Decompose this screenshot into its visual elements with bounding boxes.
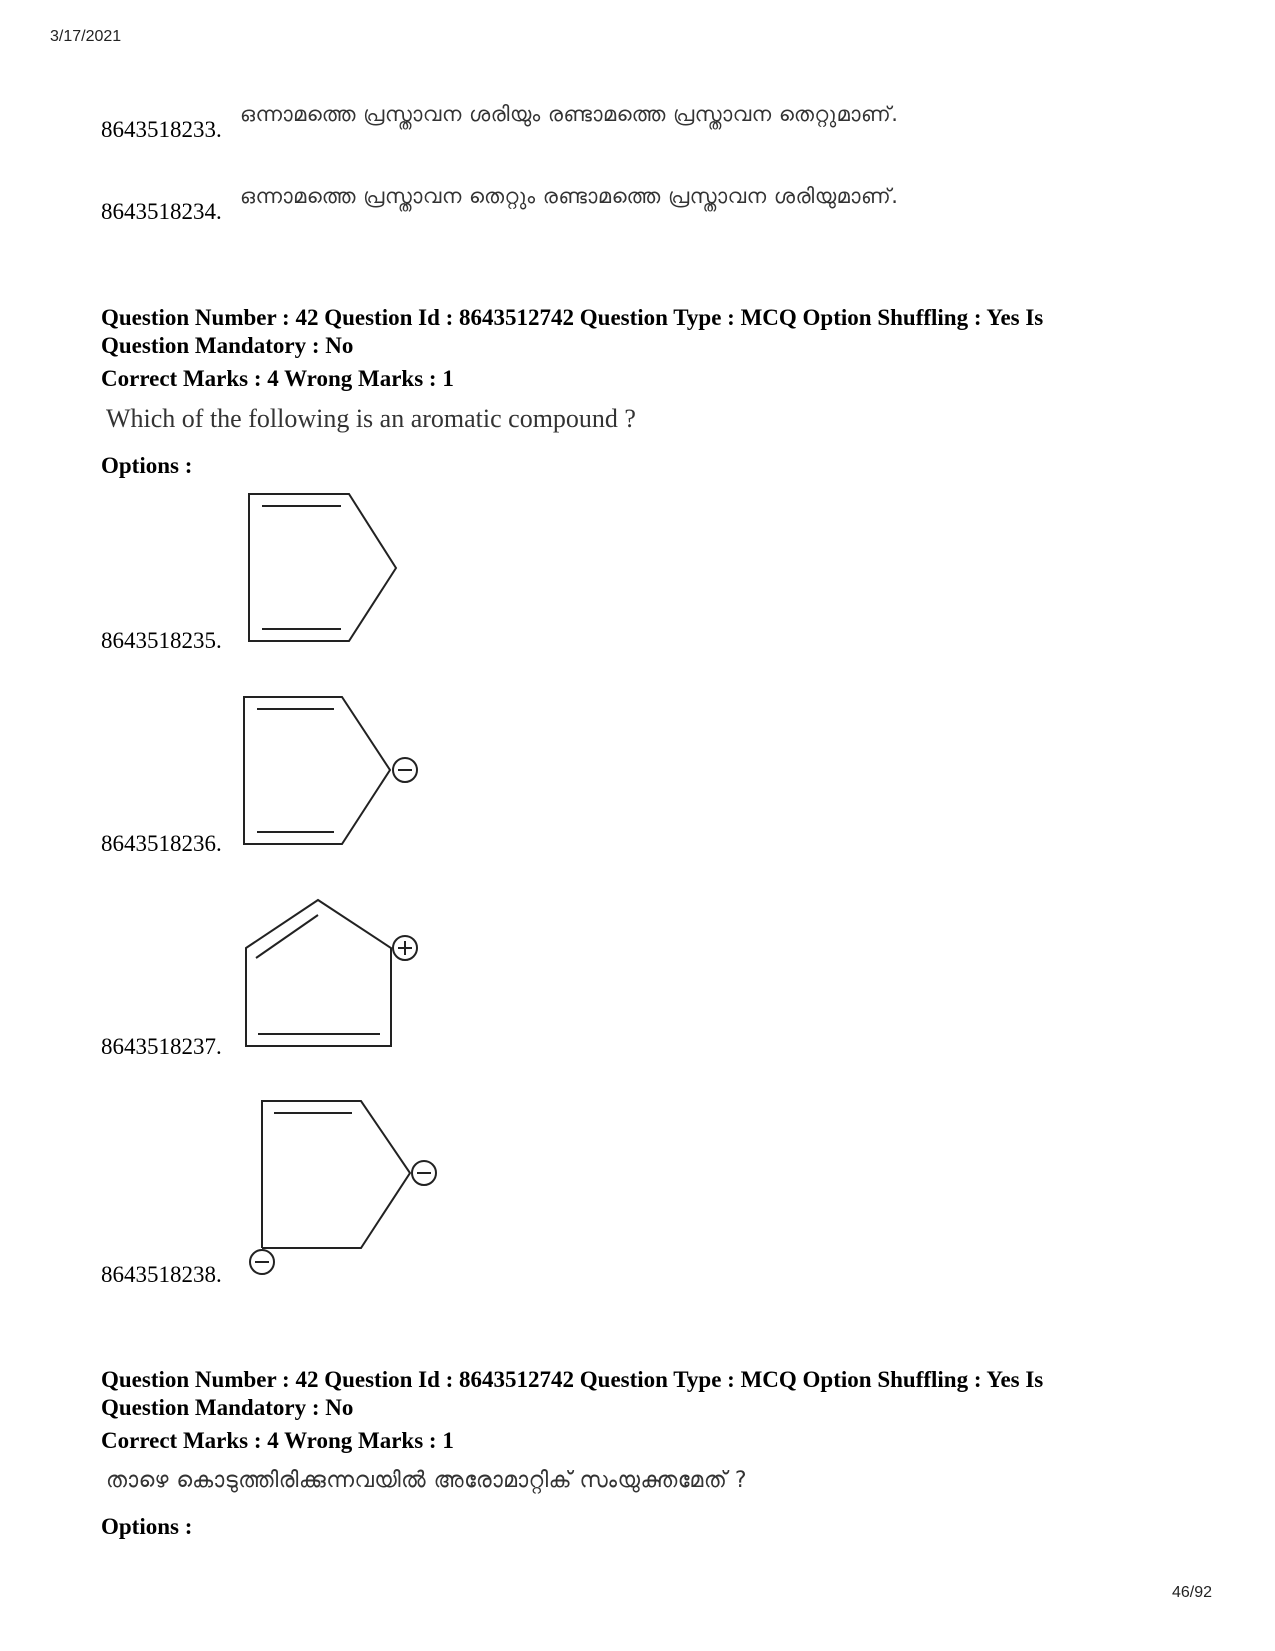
option-id: 8643518233. xyxy=(101,117,222,142)
ring-bond xyxy=(262,1101,410,1248)
options-label: Options : xyxy=(101,453,193,478)
option-text: ഒന്നാമത്തെ പ്രസ്താവന ശരിയും രണ്ടാമത്തെ പ്രസ്താവന തെറ്റുമാണ്. xyxy=(240,102,899,126)
option-id: 8643518235. xyxy=(101,628,222,653)
page-number: 46/92 xyxy=(1172,1584,1213,1601)
question-text: താഴെ കൊടുത്തിരിക്കുന്നവയിൽ അരോമാറ്റിക് സംയുക്തമേത് ? xyxy=(106,1468,747,1493)
print-date: 3/17/2021 xyxy=(50,28,122,45)
question-header-line1: Question Number : 42 Question Id : 8643512742 Question Type : MCQ Option Shuffling : Yes Is xyxy=(101,305,1044,330)
option-id: 8643518238. xyxy=(101,1262,222,1287)
question-text: Which of the following is an aromatic compound ? xyxy=(106,404,636,433)
option-id: 8643518237. xyxy=(101,1034,222,1059)
option-text: ഒന്നാമത്തെ പ്രസ്താവന തെറ്റും രണ്ടാമത്തെ പ്രസ്താവന ശരിയുമാണ്. xyxy=(240,184,899,208)
options-label: Options : xyxy=(101,1514,193,1539)
question-marks: Correct Marks : 4 Wrong Marks : 1 xyxy=(101,366,454,391)
question-header-line2: Question Mandatory : No xyxy=(101,333,354,358)
question-header-line2: Question Mandatory : No xyxy=(101,1395,354,1420)
option-id: 8643518236. xyxy=(101,831,222,856)
question-marks: Correct Marks : 4 Wrong Marks : 1 xyxy=(101,1428,454,1453)
question-header-line1: Question Number : 42 Question Id : 8643512742 Question Type : MCQ Option Shuffling : Yes Is xyxy=(101,1367,1044,1392)
option-id: 8643518234. xyxy=(101,199,222,224)
